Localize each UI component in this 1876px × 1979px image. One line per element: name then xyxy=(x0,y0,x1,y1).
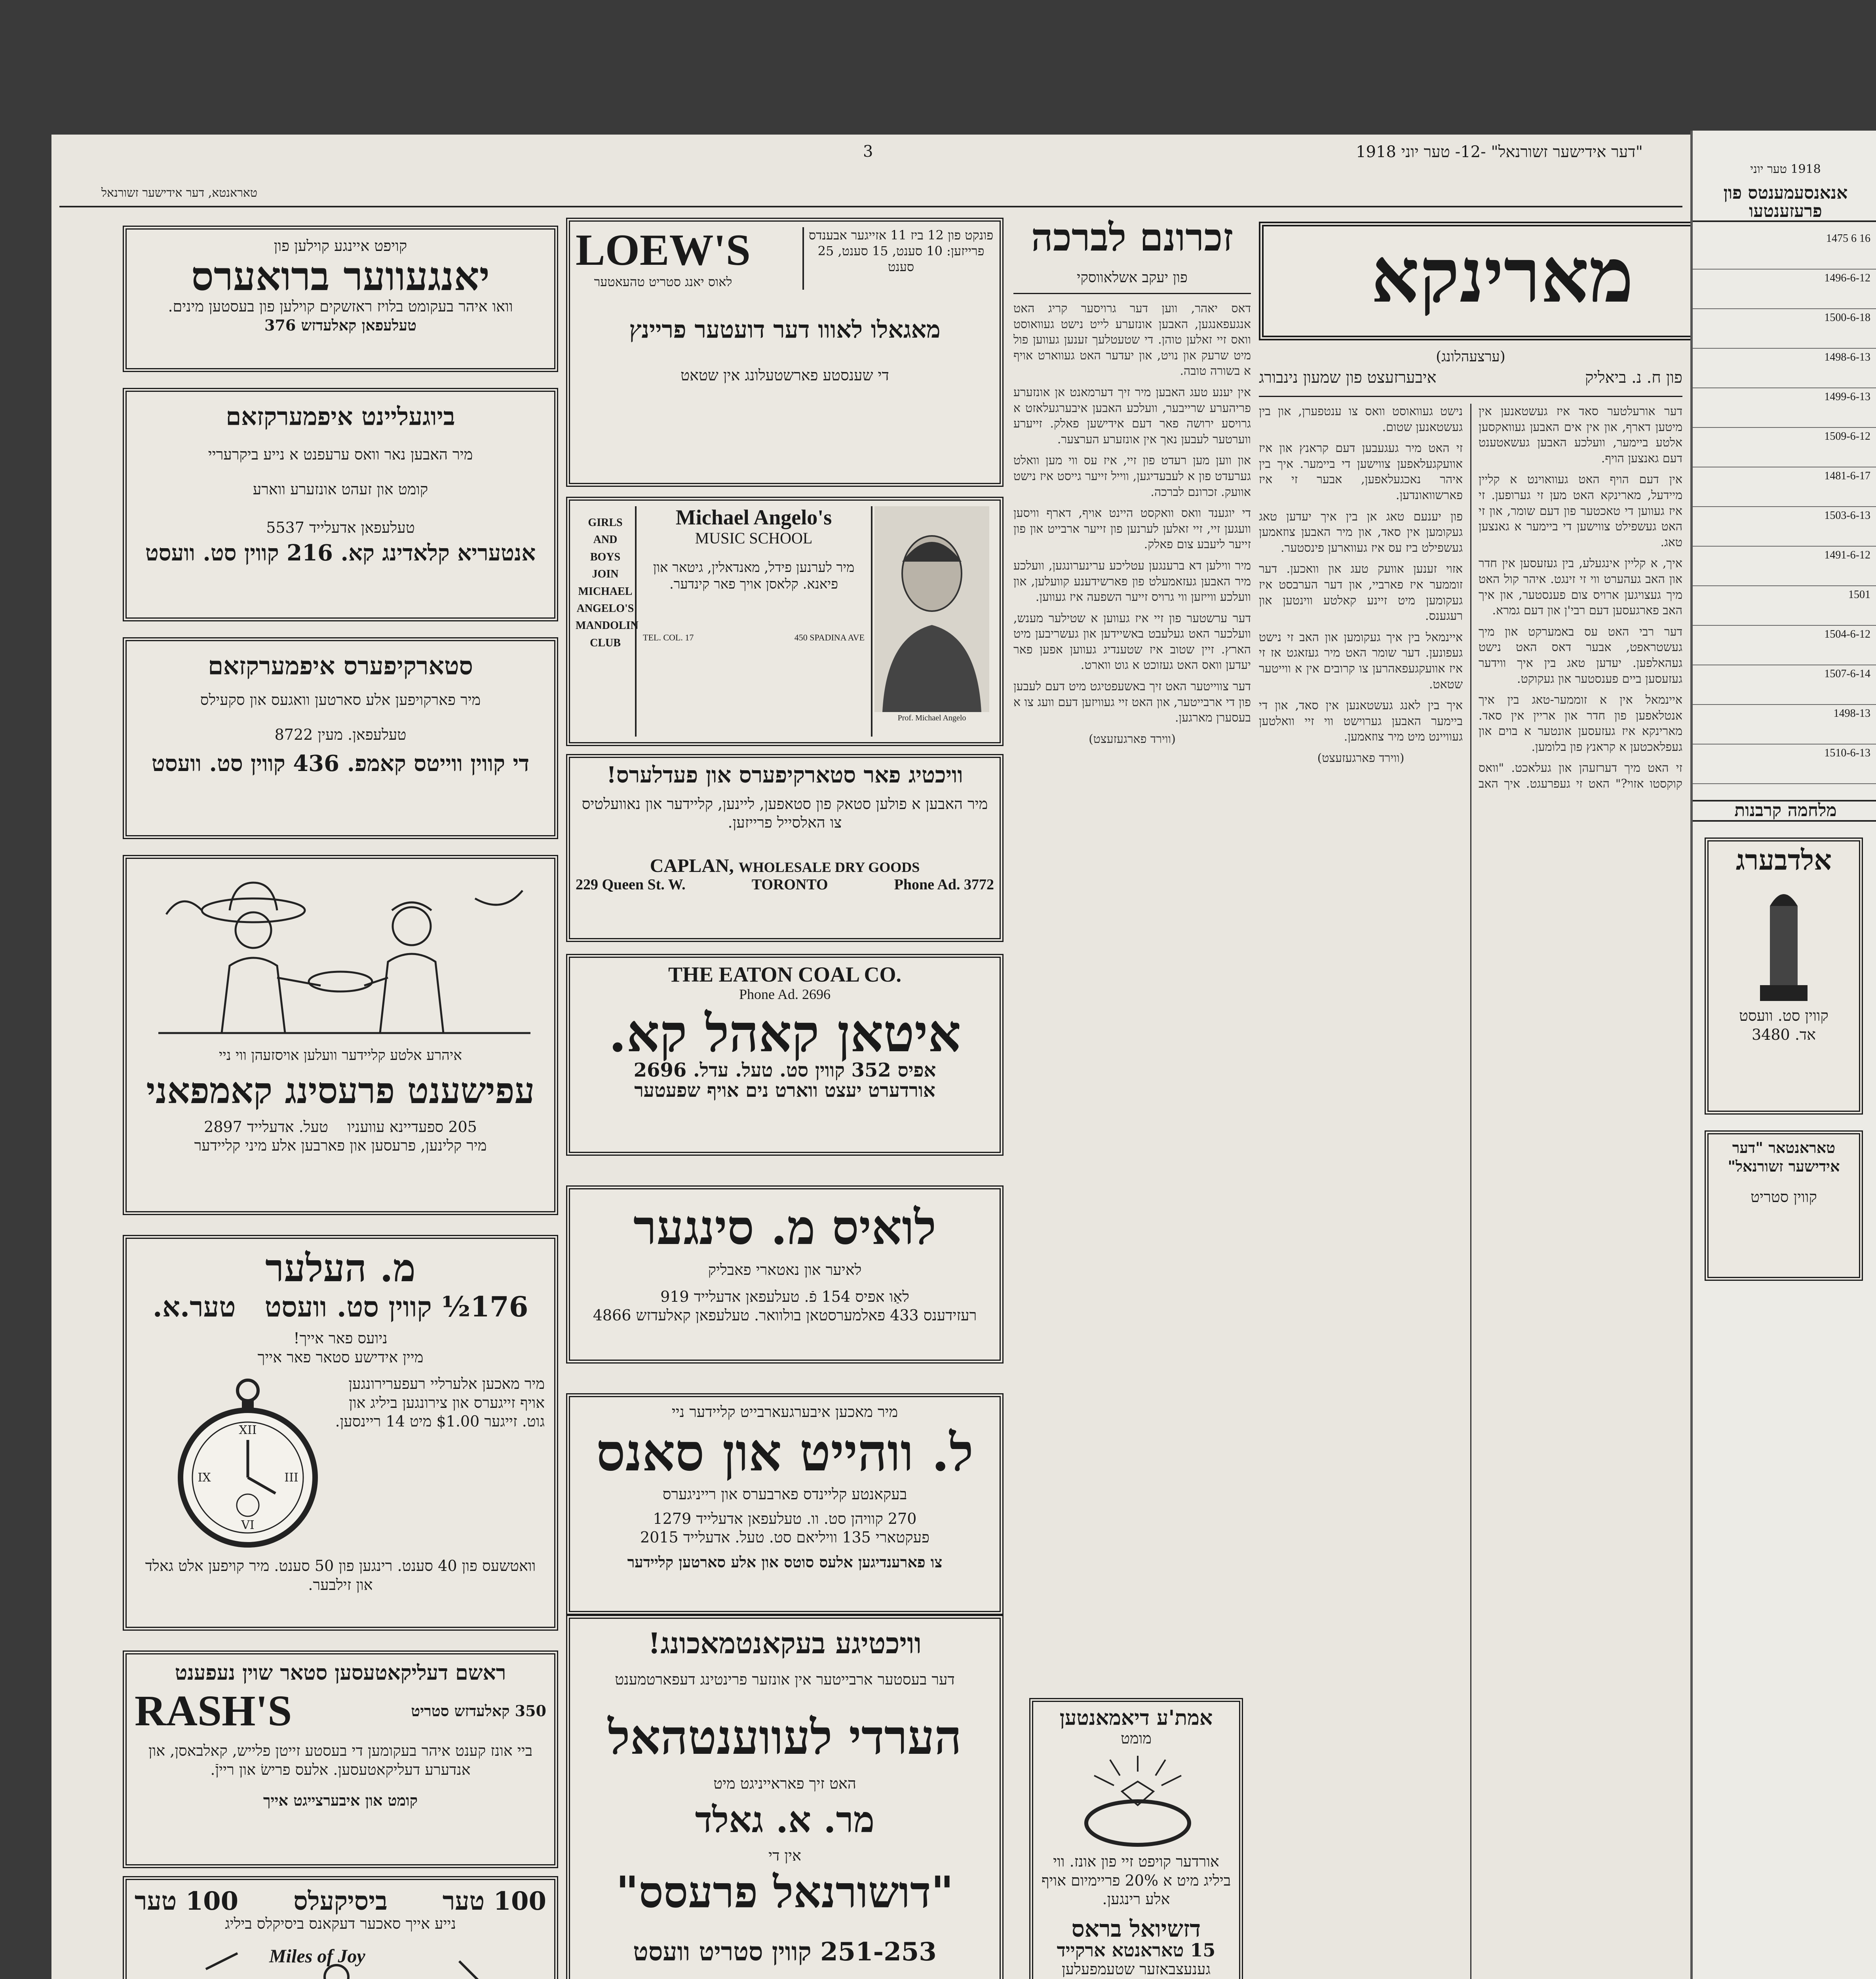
caplan-phone: Phone Ad. 3772 xyxy=(894,876,994,893)
storekeepers-address: די קווין ווייטס קאמפ. 436 קווין סט. וועסט xyxy=(151,750,530,777)
svg-text:IX: IX xyxy=(198,1471,211,1485)
singer-line2: רעזידענס 433 פאלמערסטאן בולוואר. טעלעפאן קאלעדזש 4866 xyxy=(593,1307,977,1324)
lowenthal-name: הערדי לעווענטהאל xyxy=(608,1709,962,1766)
music-tel: TEL. COL. 17 xyxy=(643,632,694,642)
diamond-ring-icon xyxy=(1039,1748,1237,1851)
monument-ad xyxy=(1705,838,1863,1115)
eaton-coal-ad xyxy=(566,954,1004,1156)
masthead-rule xyxy=(59,206,1682,207)
singer-subtitle: לאיער און נאטארי פאבליק xyxy=(708,1261,862,1278)
singer-title: לואיס מ. סינגער xyxy=(633,1200,937,1255)
zichronos-body xyxy=(1013,301,1251,1694)
bakery-address: אנטעריא קלאדינג קא. 216 קווין סט. וועסט xyxy=(145,539,536,566)
storekeepers-phone: טעלעפאן. מעין 8722 xyxy=(274,726,407,743)
music-left-5: MICHAEL xyxy=(578,585,633,598)
diamond-title: אמת'ע דיאמאנטען xyxy=(1059,1706,1213,1730)
caplan-title: וויכטיג פאר סטארקיפערס און פעדלערס! xyxy=(606,762,963,788)
strip-entry: 1503-6-13 xyxy=(1693,507,1876,547)
white-title: ל. ווהייט און סאנס xyxy=(596,1422,974,1483)
music-address: 450 SPADINA AVE xyxy=(794,632,865,642)
eaton-title: THE EATON COAL CO. xyxy=(668,963,902,986)
music-subtitle: MUSIC SCHOOL xyxy=(695,529,813,547)
marinka-paragraph: איך, א קליין אינגעלע, בין געזעסען אין חדר און האב געהערט ווי זי זינגט. איהר קול האט מיך געצויגען ארויס צום פענסטער, און איך האב פארגעסען דעם רבי'ן און דעם גמרא. xyxy=(1479,556,1682,618)
zichronos-paragraph: די יוגענד וואס וואקסט היינט אויף, דארף וויסען וועגען זיי, זיי זאלען לערנען פון זייער ארבייט און פון זייער ליעבע צום פאלק. xyxy=(1013,506,1251,552)
loews-ad xyxy=(566,218,1004,487)
lowenthal-partner: מר. א. גאלד xyxy=(695,1799,875,1841)
lowenthal-subtitle: דער בעסטער ארבייטער אין אונזער פרינטינג דעפארטמענט xyxy=(615,1670,955,1688)
marinka-paragraph: איינמאל בין איך געקומען און האב זי נישט געפונען. דער שומר האט מיר געזאגט אז זי איז אוועקגעפאהרען צו קרובים אין א ווייטער שטאט. xyxy=(1259,630,1463,691)
heller-address: 176½ קווין סט. וועסט xyxy=(264,1290,528,1323)
portrait-photo xyxy=(874,506,989,712)
svg-text:III: III xyxy=(284,1471,298,1485)
diamond-body: אורדער קויפט זיי פון אונז. ווי ביליג מיט א 20% פריימיום אויף אלע רינגען. xyxy=(1041,1853,1231,1908)
music-left-1: GIRLS xyxy=(588,517,623,529)
white-address: 270 קוויהן סט. וו. טעלעפאן אדעלייד 1279 xyxy=(653,1510,917,1527)
music-school-ad xyxy=(566,497,1004,746)
loews-schedule: פונקט פון 12 ביז 11 אזייגער אבענדס xyxy=(808,228,994,243)
rashs-address: 350 קאלעדזש סטריט xyxy=(411,1702,546,1720)
brewers-ad xyxy=(123,226,558,372)
white-sons-ad xyxy=(566,1393,1004,1615)
caplan-body: מיר האבען א פולען סטאק פון סטאפען, ליינען, קליידער און נאוועלטיס צו האלסייל פרייזען. xyxy=(582,795,988,832)
storekeepers-body: מיר פארקויפען אלע סארטען וואגעס און סקעילס xyxy=(200,691,481,709)
lowenthal-top: וויכטיגע בעקאנטמאכונג! xyxy=(648,1626,922,1660)
bakery-phone: טעלעפאן אדעלייד 5537 xyxy=(266,519,415,537)
heller-body2: וואטשעס פון 40 סענט. רינגען פון 50 סענט. מיר קויפען אלט גאלד און זילבער. xyxy=(145,1557,536,1593)
masthead-right: "דער אידישער זשורנאל" -12- טער יוני 1918 xyxy=(1356,143,1643,161)
pressing-phone: טעל. אדעלייד 2897 xyxy=(204,1118,328,1136)
strip-entry: 1507-6-14 xyxy=(1693,665,1876,705)
loews-brand: LOEW'S xyxy=(576,226,751,275)
zichronos-continued: (ווירד פארגעזעצט) xyxy=(1089,732,1176,746)
marinka-paragraph: אזוי זענען אוועק טעג און וואכען. דער זוממער איז פארביי, און דער הערבסט איז געקומען מיט זיינע קאלטע ווינטען און רעגענס. xyxy=(1259,562,1463,623)
strip-entry: 1504-6-12 xyxy=(1693,626,1876,665)
masthead xyxy=(574,142,1643,161)
zichronos-paragraph: און ווען מען רעדט פון זיי, איז עס ווי מען וואלט גערעדט פון א לעבעדיגען, ווייל זייער גייסט איז נישט אוועק. זכרונם לברכה. xyxy=(1013,454,1251,499)
rashs-ad xyxy=(123,1650,558,1868)
strip-entry: 1499-6-13 xyxy=(1693,388,1876,428)
two-men-hats-illustration xyxy=(135,867,546,1045)
singer-line1: לאַו אפיס 154 פֿ. טעלעפאן אדעלייד 919 xyxy=(660,1288,909,1305)
marinka-paragraph: פון יענעם טאג אן בין איך יעדען טאג געקומען אין סאד, און מיר האבען צוזאמען געשפילט ביז עס איז געווארען פינסטער. xyxy=(1259,509,1463,555)
strip-entry: 1510-6-13 xyxy=(1693,744,1876,784)
zichronos-author: פון יעקב אשלאווסקי xyxy=(1077,270,1188,286)
pressing-note: מיר קלינען, פרעסען און פארבען אלע מיני קליידער xyxy=(194,1137,487,1154)
lowenthal-press-ad xyxy=(566,1615,1004,1979)
monument-address: קווין סט. וועסט xyxy=(1739,1007,1828,1025)
music-left-6: ANGELO'S xyxy=(576,602,634,615)
rashs-footer: קומט און איבערצייגט אייך xyxy=(263,1791,418,1810)
lowenthal-mid2: אין די xyxy=(768,1847,801,1865)
music-left-3: BOYS xyxy=(590,551,621,563)
singer-lawyer-ad xyxy=(566,1185,1004,1364)
rashs-body: ביי אונז קענט איהר בעקומען די בעסטע זייטן פלייש, קאלבאסן, און אנדערע דעליקאטעסען. אלעס פרישׂ און רייןֿ. xyxy=(148,1742,533,1778)
pressing-ad xyxy=(123,855,558,1215)
zichronos-paragraph: דאס יאהר, ווען דער גרויסער קריג האט אנגעפאנגען, האבען אונזערע לייט נישט געוואוסט וואס זיי זאלען טוהן. די שטעטלעך זענען געווען פול מיט שרעק און נויט, און יעדער האט געווארט אויף א בשורה טובה. xyxy=(1013,302,1251,378)
brewers-title: יאנגעווער ברואערס xyxy=(191,253,490,300)
journal-sub: קווין סטריט xyxy=(1751,1188,1817,1206)
heller-body: מיר מאכען אלערליי רעפערירונגען אויף זייגערס און צירונגען ביליג און גוט. זייגער $1.00 מיט 14 ריינסען. xyxy=(335,1375,545,1430)
caplan-name: CAPLAN, xyxy=(650,855,734,876)
zichronos-paragraph: דער ערשטער פון זיי איז געווען א שטילער מענש, וועלכער האט געלעבט באשיידען און געשריבען מיט הארץ. זיין שטוב איז שטענדיג געווען אפען פאר יעדען וואס האט געזוכט א גוט ווארט. xyxy=(1013,611,1251,672)
svg-text:XII: XII xyxy=(239,1423,257,1438)
strip-entry: 1498-13 xyxy=(1693,705,1876,744)
diamond-footer: גענעצבאזער שטעמפעלען xyxy=(1061,1960,1211,1978)
zichronos-rule xyxy=(1013,293,1251,294)
marinka-title-box xyxy=(1259,222,1746,340)
monument-title: אלדבערג xyxy=(1735,843,1832,876)
strip-entry: 1509-6-12 xyxy=(1693,428,1876,467)
strip-entry: 1481-6-17 xyxy=(1693,467,1876,507)
white-note: צו פארענדיגען אלעס סוטס און אלע סארטען קליידער xyxy=(627,1553,943,1571)
bicycle-ad xyxy=(123,1876,558,1979)
heller-line1: ניועס פאר אייך! xyxy=(293,1329,388,1347)
marinka-title: מארינקא xyxy=(1371,231,1634,319)
heller-title: מ. העלער xyxy=(265,1246,416,1290)
zichronos-title: זכרונם לברכה xyxy=(1031,215,1234,260)
caplan-ad xyxy=(566,754,1004,942)
white-subtitle: בעקאנטע קליינדס פארבערס און רייניגערס xyxy=(662,1485,907,1503)
bicycle-banner: Miles of Joy xyxy=(269,1945,365,1967)
strip-header: 1918 טער יוני xyxy=(1750,162,1821,176)
marinka-author: פון ח. נ. ביאליק xyxy=(1585,368,1682,387)
strip-entry: 1491-6-12 xyxy=(1693,547,1876,586)
pressing-caption: איהרע אלטע קליידער וועלען אויסזעהן ווי ניי xyxy=(219,1047,462,1064)
eaton-hebrew-name: איטאן קאהל קא. xyxy=(608,1003,961,1064)
zichronos-paragraph: מיר ווילען דא ברענגען עטליכע ערינערונגען, וועלכע מיר האבען געזאמעלט פון פארשידענע קוועלען, און וועלכע ווייזען ווי גרויס זייער השפעה איז געווען. xyxy=(1013,558,1251,604)
marinka-paragraph: איך בין לאנג געשטאנען אין סאד, און די ביימער האבען גערוישט ווי זיי וואלטען געוויינט מיט מיר צוזאמען. xyxy=(1259,699,1463,744)
bakery-ad xyxy=(123,388,558,621)
loews-prices: פרייזען: 10 סענט, 15 סענט, 25 סענט xyxy=(817,243,985,274)
journal-name: טאראנטאר "דער אידישער זשורנאל" xyxy=(1728,1138,1840,1176)
marinka-translator: איבערזעצט פון שמעון נינבורג xyxy=(1259,368,1437,387)
caplan-city: TORONTO xyxy=(751,876,828,893)
diamond-address: 15 טאראנטא ארקייד xyxy=(1057,1939,1216,1961)
eaton-phone: Phone Ad. 2696 xyxy=(739,986,831,1002)
diamond-ad xyxy=(1029,1698,1243,1979)
music-portrait-caption: Prof. Michael Angelo xyxy=(897,714,966,722)
bicycle-left-label: 100 טער xyxy=(442,1886,546,1916)
marinka-paragraph: דער רבי האט עס באמערקט און מיך געשטראפט, אבער דאס האט נישט געהאלפען. יעדען טאג בין איך ווידער געזעסען ביים פענסטער און געקוקט. xyxy=(1479,625,1682,686)
strip-entry: 1498-6-13 xyxy=(1693,349,1876,388)
page-number: 3 xyxy=(863,142,873,161)
music-left-2: AND xyxy=(593,534,618,546)
strip-section: מלחמה קרבנות xyxy=(1693,800,1876,821)
strip-entry: 1475 6 16 xyxy=(1693,230,1876,270)
loews-subtitle: לאוס יאנג סטריט טהעאטער xyxy=(594,274,732,289)
brewers-top: קויפט איינגע קוילען פון xyxy=(274,237,407,254)
music-body: מיר לערנען פידל, מאנדאלין, גיטאר און פיאנא. קלאסן אויך פאר קינדער. xyxy=(653,559,855,593)
lowenthal-press: "דושורנאל פרעסס" xyxy=(616,1866,954,1918)
loews-feature-title: מאגאלו לאווו דער דועטער פריינץ xyxy=(629,315,941,344)
bakery-line2: קומט און זעהט אונזערע ווארע xyxy=(253,480,428,498)
diamond-subtitle: מומט xyxy=(1121,1729,1152,1747)
caplan-type: WHOLESALE DRY GOODS xyxy=(738,859,920,875)
journal-box xyxy=(1705,1130,1863,1281)
eaton-note: אורדערט יעצט ווארט נים אויף שפעטער xyxy=(634,1079,935,1102)
svg-text:VI: VI xyxy=(241,1518,255,1533)
marinka-paragraph: אין דעם הויף האט געוואוינט א קליין מיידעל, מארינקא האט מען זי גערופען. זי איז געווען די טאכטער פון דעם שומר, און זי האט געשפילט צווישען די ביימער א גאנצען טאג. xyxy=(1479,473,1682,549)
marinka-paragraph: זי האט מיך דערזעהן און געלאכט. "וואס קוקסטו אזוי?" האט זי געפרעגט. איך האב נישט געוואוסט וואס צו ענטפערן, און בין געשטאנען שטום. xyxy=(1259,405,1682,791)
strip-entry: 1500-6-18 xyxy=(1693,309,1876,349)
white-address2: פעקטארי 135 וויליאם סט. טעל. אדעלייד 2015 xyxy=(640,1529,930,1546)
marinka-rule xyxy=(1259,396,1682,397)
marinka-paragraph: זי האט מיר געגעבען דעם קראנץ און איז אוועקגעלאפען צווישען די ביימער. איך בין איהר נאכגעלאפען, אבער זי איז פארשוואונדען. xyxy=(1259,441,1463,502)
white-top: מיר מאכען איבערגעארבייט קליידער ניי xyxy=(671,1403,898,1421)
masthead-left: טאראנטא, דער אידישער זשורנאל xyxy=(101,186,257,200)
bicycle-subtitle: נייע אייך סאכער דעקאנס ביסיקלס ביליג xyxy=(225,1915,456,1933)
bicycle-right-label: 100 טער xyxy=(135,1886,239,1916)
music-left-7: MANDOLIN xyxy=(576,619,639,632)
marinka-body xyxy=(1259,404,1682,1979)
strip-entry: 1496-6-12 xyxy=(1693,270,1876,309)
pressing-address: 205 ספעדיינא עוועניו xyxy=(347,1118,477,1136)
brewers-phone: טעלעפאן קאלעדזש 376 xyxy=(264,316,417,334)
strip-entry: 1501 xyxy=(1693,586,1876,626)
bakery-title: ביוגעליינט איפמערקזאם xyxy=(226,402,455,431)
marinka-genre: (ערצעהלונג) xyxy=(1436,349,1505,365)
heller-category: טער.א. xyxy=(152,1290,236,1323)
music-left-4: JOIN xyxy=(592,568,619,581)
bicycle-illustration xyxy=(135,1937,546,1979)
strip-title: אנאנסעמענטס פון פרעזענטעו xyxy=(1693,184,1876,222)
heller-ad xyxy=(123,1235,558,1631)
lowenthal-address: 251-253 קווין סטריט וועסט xyxy=(633,1937,937,1967)
marinka-continued: (ווירד פארגעזעצט) xyxy=(1317,751,1405,765)
rashs-top: ראשם דעליקאטעסען סטאר שוין נעפענט xyxy=(175,1661,506,1685)
monument-phone: אד. 3480 xyxy=(1752,1026,1816,1043)
caplan-address: 229 Queen St. W. xyxy=(576,876,686,893)
marinka-paragraph: דער אורעלטער סאד איז געשטאנען אין מיטען דארף, און אין אים האבען געוואקסען אלטע ביימער, וועלכע האבען געשאטענט דעם גאנצען הויף. xyxy=(1479,405,1682,465)
zichronos-paragraph: דער צווייטער האט זיך באשעפטיגט מיט דעם לעבען פון די ארבייטער, און האט זיי געוויזען דעם וועג צו א בעסערן מארגען. xyxy=(1013,680,1251,725)
bicycle-center-label: ביסיקעלס xyxy=(293,1886,388,1916)
bakery-body: מיר האבען נאר וואס ערעפנט א נייע ביקרעריי xyxy=(208,446,473,463)
pressing-title: עפישענט פרעסינג קאמפאני xyxy=(146,1070,535,1112)
music-title: Michael Angelo's xyxy=(675,505,832,529)
marinka-paragraph: איינמאל אין א זוממער-טאג בין איך אנטלאפען פון חדר און אריין אין סאד. מארינקא איז געזעסען אונטער א בוים און געפלאכטען א קראנץ פון בלומען. xyxy=(1479,693,1682,754)
loews-note: די שענסטע פארשטעלונג אין שטאט xyxy=(680,366,889,384)
storekeepers-ad xyxy=(123,637,558,839)
pocket-watch-icon xyxy=(173,1375,323,1549)
zichronos-paragraph: אין יענע טעג האבען מיר זיך דערמאנט אן אונזערע פריהערע שרייבער, וועלכע האבען איבערגעלאזט א גרויסע ירושה פאר דעם אידישען פאלק. זייערע ווערטער לעבען נאך אין אונזערע הערצער. xyxy=(1013,385,1251,446)
diamond-store: דזשיואל בראס xyxy=(1071,1915,1201,1942)
lowenthal-mid: האט זיך פאראייניגט מיט xyxy=(713,1775,856,1793)
adjacent-page-strip xyxy=(1690,131,1876,1979)
monument-icon xyxy=(1748,874,1819,1005)
heller-line2: מיין אידישע סטאר פאר אייך xyxy=(257,1348,424,1366)
rashs-brand: RASH'S xyxy=(135,1686,292,1735)
storekeepers-title: סטארקיפערס איפמערקזאם xyxy=(208,651,473,680)
eaton-address: אפיס 352 קווין סט. טעל. עדל. 2696 xyxy=(633,1059,936,1082)
brewers-body: וואו איהר בעקומט בלויז ראזשקים קוילען פון בעסטען מינים. xyxy=(168,297,513,315)
music-left-8: CLUB xyxy=(590,636,621,649)
